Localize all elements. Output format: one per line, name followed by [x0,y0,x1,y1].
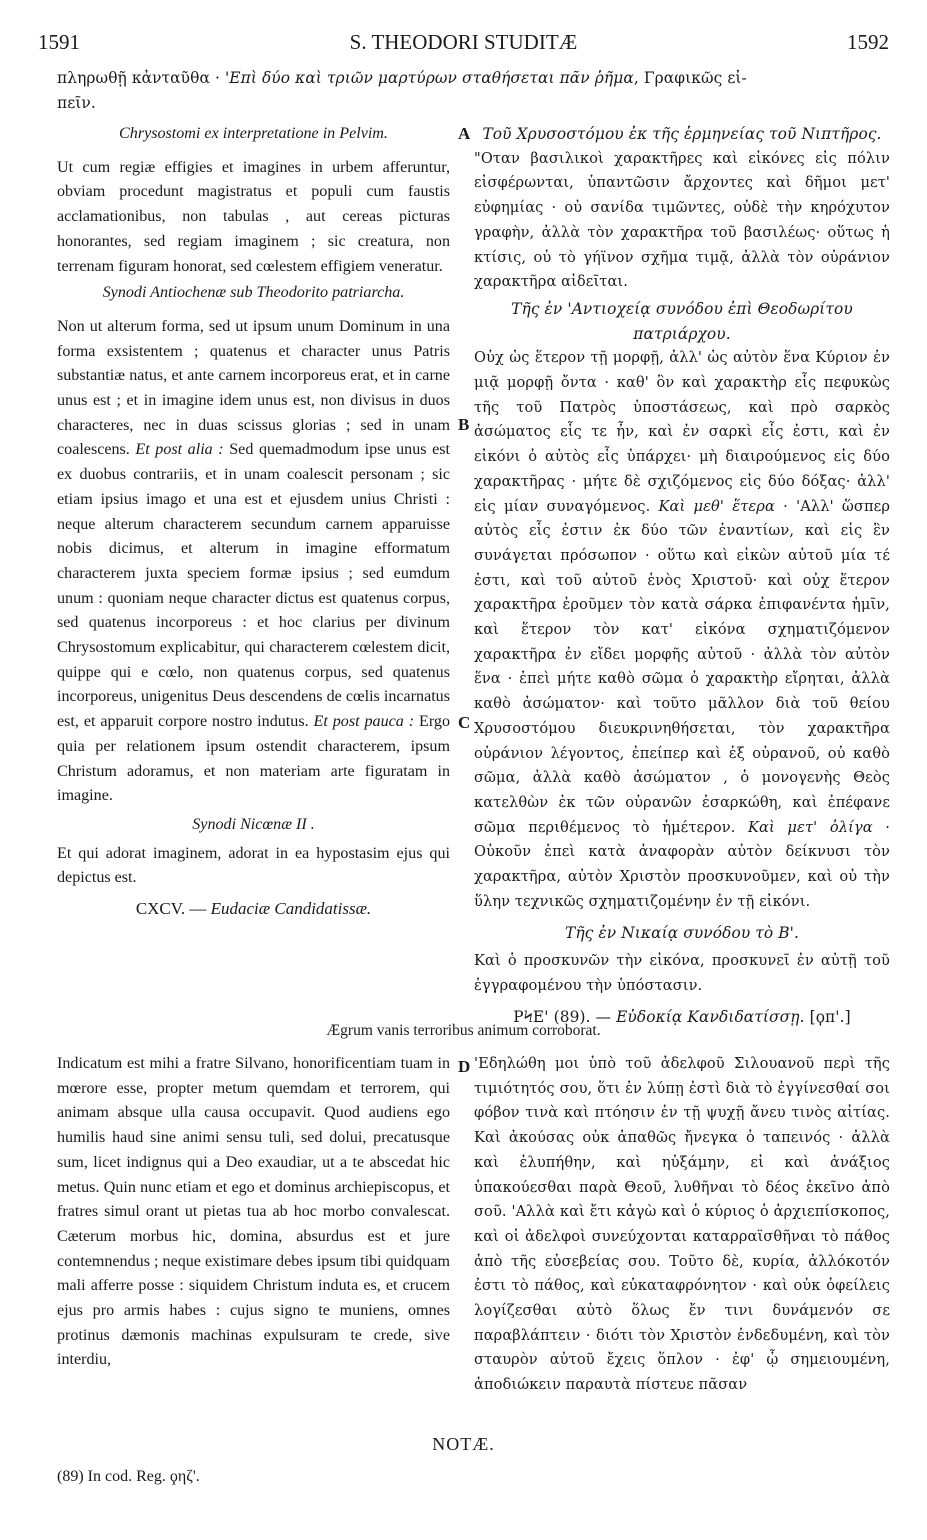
latin-antioch-cue-1: Et post alia : [135,441,224,459]
margin-letter-d: D [458,1057,471,1076]
greek-column-upper [474,122,890,1029]
latin-letter-addressee: Eudaciæ Candidatissæ. [210,899,372,919]
greek-letter-folio: [ϙπ'.] [804,1007,851,1026]
greek-letter-body [474,1052,890,1398]
page-number-right: 1592 [847,30,889,54]
top-line-quote: 'Επὶ δύο καὶ τριῶν μαρτύρων σταθήσεται πᾶν ῥῆμα [224,69,634,87]
greek-letter-paragraph: 'Εδηλώθη μοι ὑπὸ τοῦ ἀδελφοῦ Σιλουανοῦ περὶ τῆς τιμιότητός σου, ὅτι ἐν λύπῃ ἐστὶ διὰ τὸ ἐγγίνεσθαί σοι φόβον τινὰ καὶ πτόησιν ἐν τῇ ψυχῇ ἄνευ τινὸς αἰτίας. Καὶ ἀκούσας οὐκ ἀπαθῶς ἤνεγκα ὁ ταπεινός · ἀλλὰ καὶ ἐλυπήθην, καὶ ηὐξάμην, εἰ καὶ ἀνάξιος ὑπακούεσθαι παρὰ Θεοῦ, λυθῆναι τὸ δέος ἐκεῖνο ἀπὸ σοῦ. 'Αλλὰ καὶ ἔτι κἀγὼ καὶ ὁ κύριος ὁ ἀρχιεπίσκοπος, καὶ οἱ ἀδελφοὶ συνεύχονται καταρραϊσθῆναι τὸ πάθος ἀπὸ τῆς εὐσεβείας σου. Τοῦτο δὲ, κυρία, ἀλλόκοτόν ἐστι τὸ πάθος, καὶ εὐκαταφρόνητον · καὶ οὐκ ὀφείλεις λογίζεσθαι αὐτὸ ὅλως ἔν τινι δυνάμενόν σε παραβλάπτειν · διότι τὸν Χριστὸν ἐνδεδυμένη, καὶ τὸν σταυρὸν αὐτοῦ ἔχεις ὅπλον · ἐφ' ᾧ σημειουμένη, ἀποδιώκειν παραυτὰ πίστευε πᾶσαν [474,1055,890,1394]
greek-antioch-cue-1: Καὶ μεθ' ἕτερα · [658,497,788,515]
latin-heading-chrysostom: Chrysostomi ex interpretatione in Pelvim. [119,125,388,142]
margin-letter-c: C [458,713,471,732]
footnote: (89) In cod. Reg. ϙηζ'. [57,1468,200,1485]
latin-paragraph-chrysostom: Ut cum regiæ effigies et imagines in urbem afferuntur, obviam procedunt magistratus et populi cum faustis acclamationibus, non tabulas , aut cereas picturas honorantes, sed regiam imaginem ; sic creatura, non terrenam figuram honorat, sed cœlestem effigiem veneratur. [57,158,450,275]
notes-heading: NOTÆ. [432,1434,495,1454]
latin-column-upper [57,122,450,922]
latin-antioch-text-1: Non ut alterum forma, sed ut ipsum unum Dominum in una forma exsistentem ; quatenus et character unus Patris substantiæ natus, et ante carnem incorporeus erat, et in carne unus est ; et in imagine idem unus est, non divisus in duos characteres, nec in duas scissus glorias ; sed in unam coalescens. [57,317,450,459]
greek-heading-nicaea: Τῆς ἐν Νικαίᾳ συνόδου τὸ Β'. [565,923,799,942]
running-title: S. THEODORI STUDITÆ [349,30,578,54]
latin-antioch-text-3: Ergo quia per relationem ipsum ostendit characterem, ipsum Christum adoramus, et non materiam arte figuratam in imagine. [57,713,450,805]
greek-heading-antioch: Τῆς ἐν 'Αντιοχείᾳ συνόδου ἐπὶ Θεοδωρίτου πατριάρχου. [511,299,853,343]
greek-letter-addressee: Εὐδοκίᾳ Κανδιδατίσσῃ. [616,1007,805,1026]
letter-summary: Ægrum vanis terroribus animum corroborat. [326,1022,601,1039]
latin-antioch-cue-2: Et post pauca : [313,713,415,731]
greek-heading-chrysostom: Τοῦ Χρυσοστόμου ἐκ τῆς ἑρμηνείας τοῦ Νιπτῆρος. [482,125,882,143]
page-number-left: 1591 [38,30,80,54]
top-line-end: , Γραφικῶς εἰ- [633,69,747,87]
greek-antioch-text-2: 'Αλλ' ὥσπερ αὐτὸς εἷς ἐστιν ἐκ δύο τῶν ἐναντίων, καὶ εἰς ἓν συνάγεται πρόσωπον · οὕτω καὶ εἰκὼν αὐτοῦ μία τέ ἐστι, καὶ τοῦ αὐτοῦ ἑνὸς Χριστοῦ· καὶ οὐχ ἕτερον χαρακτῆρα ἐροῦμεν τὸν κατὰ σάρκα ἐπιφανέντα ἡμῖν, καὶ ἕτερον τὸν κατ' εἰκόνα σχηματιζόμενον χαρακτῆρα ἐν εἴδει μορφῆς αὐτοῦ · ἀλλὰ τὸν αὐτὸν ἕνα · ἐπεὶ μήτε καθὸ σῶμα ὁ χαρακτὴρ εἴρηται, ἀλλὰ καθὸ ἀσώματον· καὶ τοῦτο μᾶλλον διὰ τοῦ θείου Χρυσοστόμου διευκρινηθήσεται, τὸν χαρακτῆρα οὐράνιον λέγοντος, ἐπείπερ καὶ ἐξ οὐρανοῦ, οὐ καθὸ σῶμα, ἀλλὰ καθὸ ἀσώματον , ὁ μονογενὴς Θεὸς κατελθὼν ἐκ τῶν οὐρανῶν ἐσαρκώθη, καὶ ἐπέφανε σῶμα περιθέμενος τὸ ἡμέτερον. [474,497,891,836]
latin-paragraph-antioch [57,315,450,809]
greek-antioch-cue-2: Καὶ μετ' ὀλίγα · [748,818,891,836]
greek-paragraph-nicaea: Καὶ ὁ προσκυνῶν τὴν εἰκόνα, προσκυνεῖ ἐν αὐτῇ τοῦ ἐγγραφομένου τὴν ὑπόστασιν. [474,952,890,994]
latin-letter-number: CXCV. — [135,899,211,919]
top-greek-line [57,66,887,116]
latin-letter-paragraph: Indicatum est mihi a fratre Silvano, honorificentiam tuam in mœrore esse, propter metum quemdam et terrorem, qui animam absque ulla causa occupavit. Quod audiens ego humilis haud sine animi sensu tuli, sed dolui, precatusque sum, licet indignus qui a Deo exaudiar, ut a te abscedat hic metus. Quin nunc etiam et ego et dominus archiepiscopus, et fratres simul orant ut pietas tua ab hoc morbo convalescat. Cæterum morbus hic, domina, absurdus est et jure contemnendus ; neque existimare debes ipsum tibi quidquam mali afferre posse : siquidem Christum induta es, et crucem ejus pro armis habes : cujus signo te muniens, omnes protinus dæmonis machinas expulsuram te crede, sive interdiu, [57,1055,450,1369]
latin-heading-antioch: Synodi Antiochenæ sub Theodorito patriarcha. [102,284,405,302]
latin-letter-body [57,1052,450,1373]
top-line-text: πληρωθῇ κἀνταῦθα · [57,69,225,87]
margin-letter-a: A [458,124,471,143]
greek-antioch-text-3: Οὐκοῦν ἐπεὶ κατὰ ἀναφορὰν αὐτὸν δείκνυσι τὸν χαρακτῆρα, αὐτὸν Χριστὸν προσκυνοῦμεν, καὶ οὐ τὴν ὕλην τεχνικῶς σχηματιζομένην ἐν τῇ εἰκόνι. [474,843,890,910]
latin-antioch-text-2: Sed quemadmodum ipse unus est ex duobus contrariis, et in unam coalescit personam ; sic etiam ipsius imago et una est et ejusdem unius Christi : neque alterum characterem secundum carnem apparuisse nobis dicimus, et alterum in imagine efformatum characterem juxta speciem formæ ipsius ; sed eumdum unum : quoniam neque character dictus est quatenus corpus, sed quatenus incorporeus : et hoc clarius per divinum Chrysostomum explicabitur, qui characterem cœlestem dicit, quippe qui e cœlo, non quatenus corpus, sed quatenus incorporeus, unigenitus Deus descendens de cœlis incarnatus est, et apparuit corpore nostro indutus. [57,441,450,731]
margin-letter-b: B [458,415,470,434]
top-line-continuation: πεῖν. [57,94,96,112]
latin-paragraph-nicaea: Et qui adorat imaginem, adorat in ea hypostasim ejus qui depictus est. [57,844,450,887]
greek-paragraph-chrysostom: "Οταν βασιλικοὶ χαρακτῆρες καὶ εἰκόνες εἰς πόλιν εἰσφέρωνται, ὑπαντῶσιν ἄρχοντες καὶ δῆμοι μετ' εὐφημίας · οὐ σανίδα τιμῶντες, οὐδὲ τὴν κηρόχυτον γραφὴν, ἀλλὰ τὸν χαρακτῆρα τοῦ βασιλέως· οὕτως ἡ κτίσις, οὐ τὸ γήϊνον σχῆμα τιμᾷ, ἀλλὰ τὸν οὐράνιον χαρακτῆρα αἰδεῖται. [474,149,890,291]
greek-antioch-text-1: Οὐχ ὡς ἕτερον τῇ μορφῇ, ἀλλ' ὡς αὐτὸν ἕνα Κύριον ἐν μιᾷ μορφῇ ὄντα · καθ' ὃν καὶ χαρακτὴρ εἷς πεφυκὼς τῆς τοῦ Πατρὸς ὑποστάσεως, καὶ πρὸ σαρκὸς ἀσώματος εἷς τε ἦν, καὶ ἐν σαρκὶ εἷς ἐστι, καὶ ἐν εἰκόνι ὁ αὐτὸς εἷς ὑπάρχει· μὴ διαιρούμενος εἰς δύο χαρακτῆρας · μήτε δὲ σχιζόμενος εἰς δύο δόξας· ἀλλ' εἰς μίαν συναγόμενος. [474,349,890,515]
greek-letter-number: ΡϞΕ' (89). — [513,1007,617,1026]
latin-letter-heading [57,897,450,922]
greek-paragraph-antioch [474,346,890,914]
latin-heading-nicaea: Synodi Nicœnæ II . [192,815,315,833]
